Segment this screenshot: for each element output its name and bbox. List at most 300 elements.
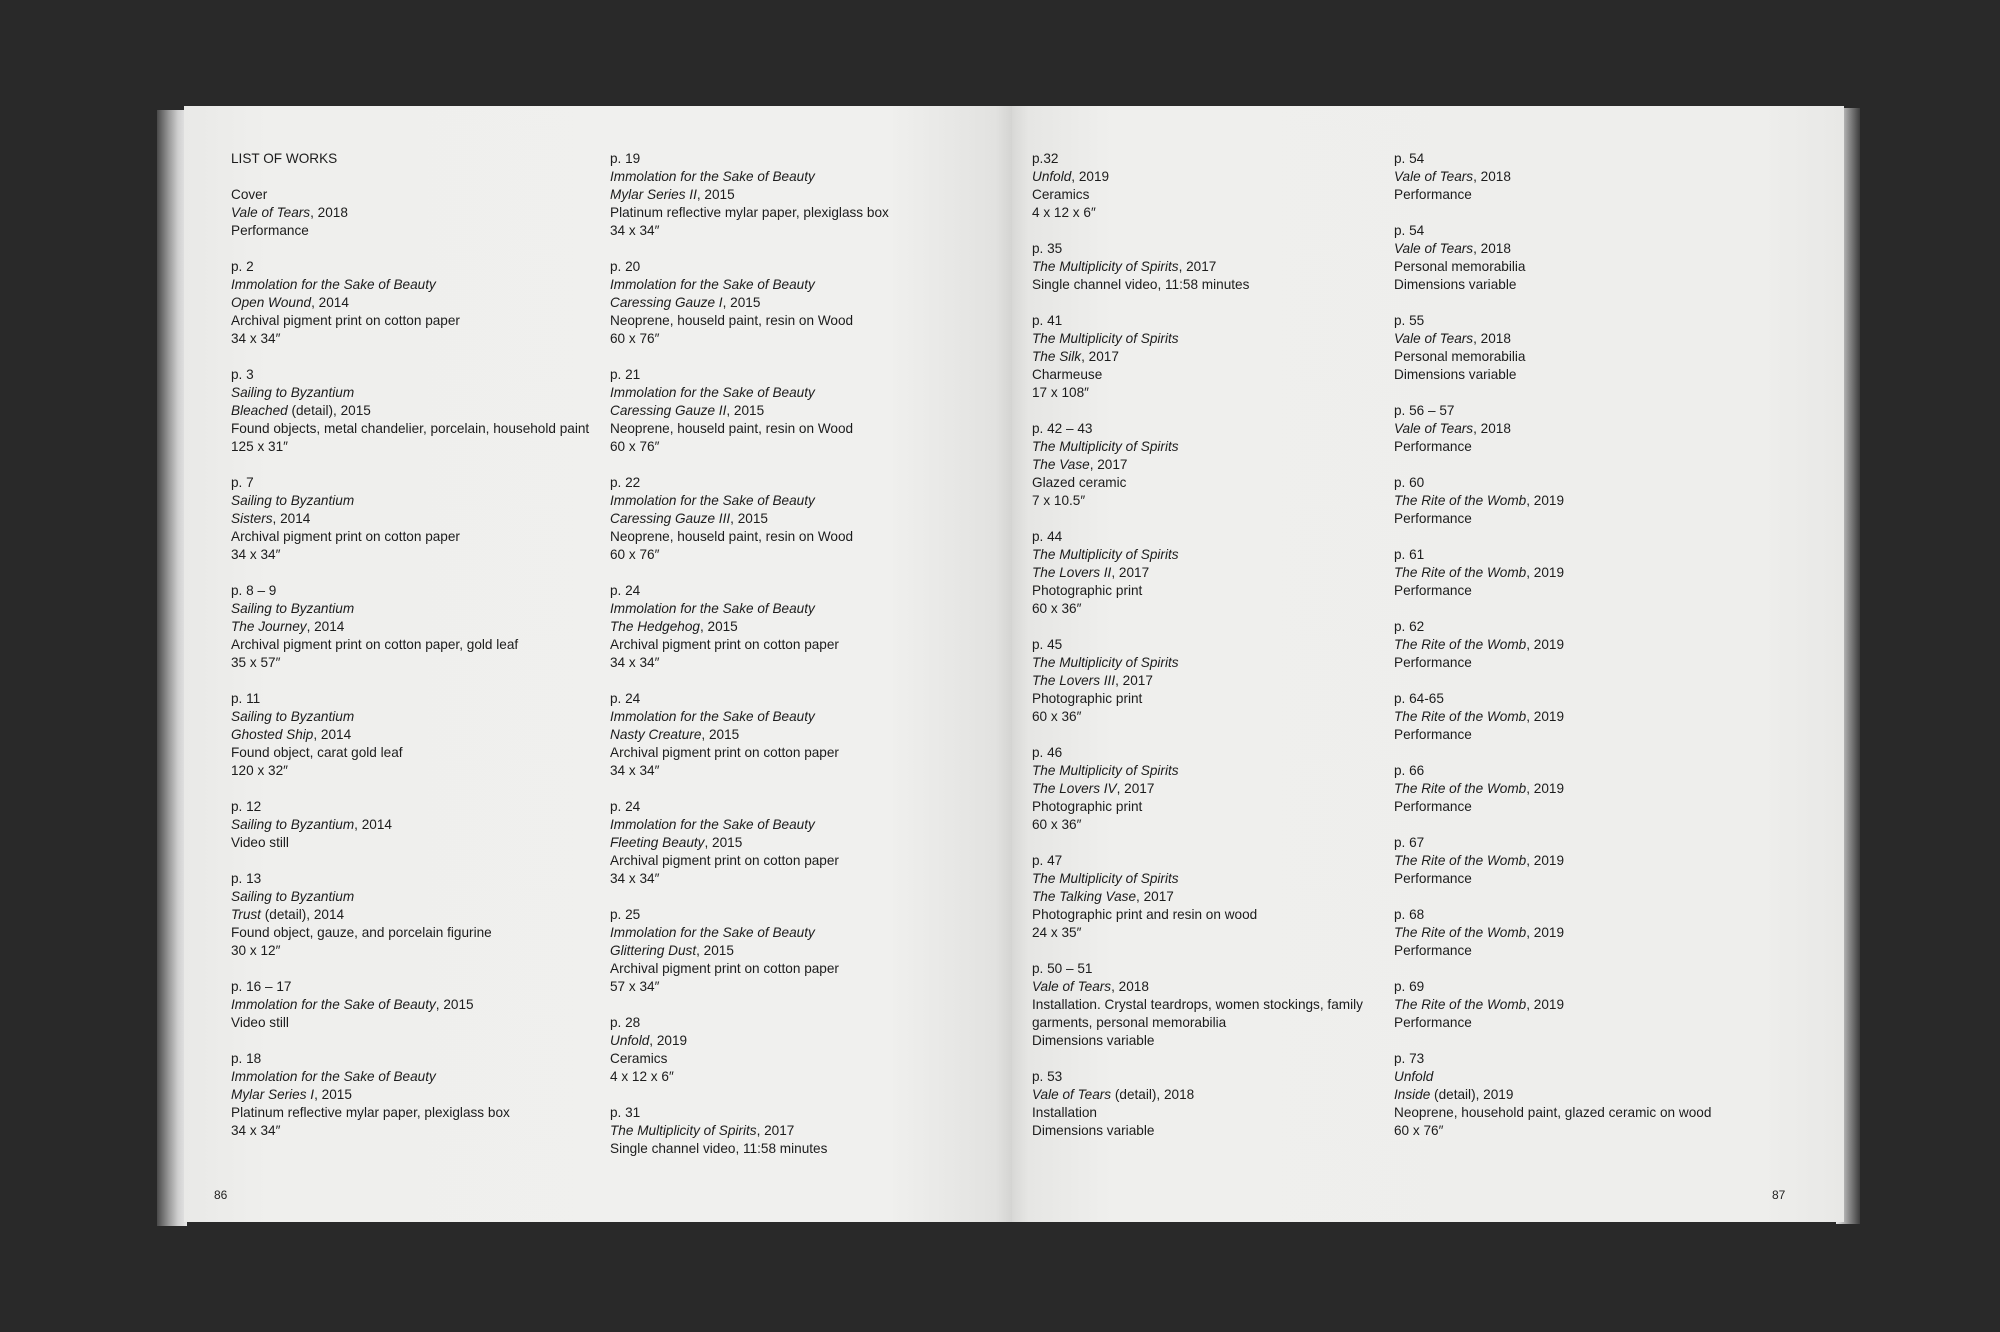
left-page-column-2 [610, 150, 940, 1176]
entry-text: 60 x 76″ [610, 547, 660, 562]
entry-text: 24 x 35″ [1032, 925, 1082, 940]
work-title: The Rite of the Womb [1394, 565, 1527, 580]
entry-text: Archival pigment print on cotton paper [610, 637, 839, 652]
entry-suffix: , 2014 [311, 295, 349, 310]
entry-line [1394, 924, 1764, 942]
work-entry [1032, 150, 1384, 222]
entry-line [1394, 438, 1764, 456]
work-title: Immolation for the Sake of Beauty [610, 601, 815, 616]
entry-text: Dimensions variable [1394, 277, 1517, 292]
entry-text: Neoprene, houseld paint, resin on Wood [610, 529, 854, 544]
list-of-works-heading: LIST OF WORKS [231, 151, 338, 166]
entry-line [610, 942, 940, 960]
work-title: Glittering Dust [610, 943, 697, 958]
entry-line [231, 582, 596, 600]
entry-line [610, 636, 940, 654]
entry-text: Archival pigment print on cotton paper [610, 853, 839, 868]
entry-line [1394, 636, 1764, 654]
work-entry [1394, 618, 1764, 672]
work-title: Vale of Tears [231, 205, 311, 220]
entry-text: 30 x 12″ [231, 943, 281, 958]
entry-text: 17 x 108″ [1032, 385, 1089, 400]
entry-text: p. 45 [1032, 637, 1063, 652]
work-title: Sailing to Byzantium [231, 601, 355, 616]
entry-line [1394, 726, 1764, 744]
entry-line [1032, 384, 1384, 402]
entry-text: 125 x 31″ [231, 439, 288, 454]
work-title: The Multiplicity of Spirits [1032, 871, 1179, 886]
work-title: Sailing to Byzantium [231, 385, 355, 400]
work-entry [1394, 1050, 1764, 1140]
entry-line [610, 834, 940, 852]
entry-line [610, 654, 940, 672]
page-number-left: 86 [214, 1188, 228, 1202]
work-title: The Lovers II [1032, 565, 1112, 580]
entry-line [231, 888, 596, 906]
entry-text: Video still [231, 1015, 289, 1030]
entry-line [1394, 258, 1764, 276]
entry-text: p. 16 – 17 [231, 979, 292, 994]
entry-text: p. 22 [610, 475, 641, 490]
work-title: The Silk [1032, 349, 1082, 364]
work-title: Immolation for the Sake of Beauty [231, 997, 436, 1012]
left-page [184, 106, 1012, 1222]
entry-line [231, 1050, 596, 1068]
entry-text: p. 42 – 43 [1032, 421, 1093, 436]
entry-line [1394, 366, 1764, 384]
work-entry [610, 690, 940, 780]
entry-suffix: , 2017 [1111, 565, 1150, 580]
work-entry [1032, 744, 1384, 834]
entry-text: Performance [1394, 511, 1472, 526]
entry-line [1394, 492, 1764, 510]
entry-line [231, 870, 596, 888]
work-entry [231, 582, 596, 672]
entry-suffix: , 2018 [1473, 331, 1511, 346]
entry-suffix: , 2018 [1473, 169, 1511, 184]
entry-line [1032, 1068, 1384, 1086]
entry-line [1394, 474, 1764, 492]
entry-text: Platinum reflective mylar paper, plexiglass box [610, 205, 889, 220]
entry-line [1394, 1068, 1764, 1086]
entry-line [610, 690, 940, 708]
entry-text: Personal memorabilia [1394, 259, 1526, 274]
entry-text: Archival pigment print on cotton paper [610, 961, 839, 976]
entry-text: 60 x 76″ [1394, 1123, 1444, 1138]
entry-line [610, 186, 940, 204]
work-title: The Hedgehog [610, 619, 700, 634]
entry-text: 60 x 36″ [1032, 817, 1082, 832]
entry-text: p. 21 [610, 367, 641, 382]
entry-text: Installation. Crystal teardrops, women stockings, family garments, personal memorabilia [1032, 997, 1363, 1030]
work-title: Sailing to Byzantium [231, 889, 355, 904]
entry-line [610, 744, 940, 762]
work-title: Immolation for the Sake of Beauty [610, 169, 815, 184]
entry-suffix: (detail), 2015 [287, 403, 371, 418]
entry-line [231, 474, 596, 492]
entry-text: 57 x 34″ [610, 979, 660, 994]
entry-suffix: , 2019 [1526, 709, 1565, 724]
entry-text: Found object, gauze, and porcelain figurine [231, 925, 492, 940]
entry-line [1032, 1032, 1384, 1050]
work-entry [610, 1014, 940, 1086]
entry-suffix: , 2018 [1473, 421, 1511, 436]
entry-text: p. 28 [610, 1015, 641, 1030]
work-title: The Journey [231, 619, 307, 634]
entry-text: p.32 [1032, 151, 1059, 166]
book-spread [150, 100, 1866, 1226]
entry-line [1394, 690, 1764, 708]
entry-suffix: , 2014 [354, 817, 392, 832]
entry-suffix: , 2017 [1081, 349, 1119, 364]
entry-text: p. 56 – 57 [1394, 403, 1455, 418]
work-entry [610, 582, 940, 672]
entry-suffix: , 2014 [272, 511, 311, 526]
entry-line [1032, 960, 1384, 978]
work-entry [1032, 528, 1384, 618]
entry-text: 34 x 34″ [231, 547, 281, 562]
entry-line [610, 906, 940, 924]
work-entry [1394, 546, 1764, 600]
entry-line [1032, 492, 1384, 510]
work-title: Caressing Gauze II [610, 403, 727, 418]
entry-text: p. 46 [1032, 745, 1063, 760]
entry-line [1032, 708, 1384, 726]
work-title: The Rite of the Womb [1394, 853, 1527, 868]
entry-line [231, 906, 596, 924]
work-title: Immolation for the Sake of Beauty [610, 925, 815, 940]
entry-suffix: , 2019 [1526, 781, 1565, 796]
entry-text: p. 66 [1394, 763, 1425, 778]
entry-line [1032, 690, 1384, 708]
entry-line [1394, 942, 1764, 960]
entry-line [1032, 780, 1384, 798]
entry-text: Archival pigment print on cotton paper [231, 529, 460, 544]
entry-line [1394, 852, 1764, 870]
work-title: Sailing to Byzantium [231, 709, 355, 724]
work-entry [610, 258, 940, 348]
entry-text: Dimensions variable [1394, 367, 1517, 382]
entry-line [610, 1032, 940, 1050]
entry-line [1394, 222, 1764, 240]
entry-suffix: , 2019 [649, 1033, 688, 1048]
work-title: Mylar Series II [610, 187, 697, 202]
entry-line [1394, 168, 1764, 186]
entry-line [610, 510, 940, 528]
work-entry [1394, 150, 1764, 204]
entry-line [231, 726, 596, 744]
entry-text: Archival pigment print on cotton paper, gold leaf [231, 637, 519, 652]
entry-text: p. 64-65 [1394, 691, 1444, 706]
entry-suffix: , 2015 [704, 835, 743, 850]
entry-line [610, 258, 940, 276]
entry-text: Performance [1394, 439, 1472, 454]
entry-line [231, 636, 596, 654]
entry-text: p. 68 [1394, 907, 1425, 922]
work-entry [1032, 312, 1384, 402]
entry-suffix: , 2015 [722, 295, 761, 310]
entry-line [1394, 1122, 1764, 1140]
entry-line [1394, 330, 1764, 348]
entry-line [231, 276, 596, 294]
work-title: Caressing Gauze I [610, 295, 723, 310]
work-entry [1394, 906, 1764, 960]
work-entry [231, 690, 596, 780]
work-title: Vale of Tears [1394, 331, 1474, 346]
work-title: The Rite of the Womb [1394, 637, 1527, 652]
entry-line [1032, 924, 1384, 942]
work-title: The Rite of the Womb [1394, 493, 1527, 508]
entry-line [1032, 348, 1384, 366]
entry-text: Charmeuse [1032, 367, 1103, 382]
entry-text: p. 12 [231, 799, 262, 814]
entry-line [1032, 546, 1384, 564]
entry-line [610, 708, 940, 726]
entry-line [610, 978, 940, 996]
entry-text: Performance [1394, 187, 1472, 202]
entry-suffix: , 2018 [1111, 979, 1149, 994]
entry-line [610, 1050, 940, 1068]
entry-text: 60 x 36″ [1032, 601, 1082, 616]
entry-line [1032, 996, 1384, 1032]
work-entry [231, 258, 596, 348]
entry-line [610, 420, 940, 438]
entry-line [231, 402, 596, 420]
entry-suffix: , 2019 [1526, 637, 1565, 652]
entry-line [610, 852, 940, 870]
work-title: Sisters [231, 511, 273, 526]
entry-text: Video still [231, 835, 289, 850]
entry-line [1032, 906, 1384, 924]
entry-text: Ceramics [610, 1051, 668, 1066]
entry-text: p. 35 [1032, 241, 1063, 256]
work-entry [1394, 312, 1764, 384]
work-title: The Lovers III [1032, 673, 1116, 688]
entry-line [1032, 1086, 1384, 1104]
entry-text: p. 24 [610, 799, 641, 814]
entry-line [1394, 150, 1764, 168]
work-title: Nasty Creature [610, 727, 702, 742]
entry-text: Neoprene, houseld paint, resin on Wood [610, 313, 854, 328]
entry-text: 34 x 34″ [610, 871, 660, 886]
work-title: The Rite of the Womb [1394, 925, 1527, 940]
work-title: Open Wound [231, 295, 312, 310]
work-title: The Multiplicity of Spirits [1032, 763, 1179, 778]
entry-text: p. 24 [610, 691, 641, 706]
entry-text: Personal memorabilia [1394, 349, 1526, 364]
entry-line [1394, 762, 1764, 780]
entry-suffix: , 2015 [730, 511, 768, 526]
work-entry [1032, 852, 1384, 942]
entry-text: 120 x 32″ [231, 763, 288, 778]
entry-text: p. 54 [1394, 151, 1425, 166]
work-entry [1394, 834, 1764, 888]
entry-text: 60 x 76″ [610, 331, 660, 346]
entry-text: p. 55 [1394, 313, 1425, 328]
work-title: Immolation for the Sake of Beauty [610, 385, 815, 400]
entry-line [1032, 204, 1384, 222]
entry-text: Photographic print and resin on wood [1032, 907, 1258, 922]
entry-line [610, 402, 940, 420]
entry-line [231, 330, 596, 348]
entry-suffix: , 2019 [1526, 925, 1565, 940]
entry-line [1032, 312, 1384, 330]
entry-text: Performance [1394, 799, 1472, 814]
entry-line [231, 798, 596, 816]
work-title: Immolation for the Sake of Beauty [610, 493, 815, 508]
work-title: The Multiplicity of Spirits [610, 1123, 757, 1138]
entry-line [1394, 564, 1764, 582]
work-title: The Multiplicity of Spirits [1032, 655, 1179, 670]
work-title: Bleached [231, 403, 288, 418]
entry-text: p. 11 [231, 691, 261, 706]
entry-line [1394, 906, 1764, 924]
entry-line [1032, 276, 1384, 294]
entry-line [1394, 654, 1764, 672]
entry-suffix: (detail), 2019 [1430, 1087, 1514, 1102]
entry-text: Dimensions variable [1032, 1123, 1155, 1138]
work-title: Inside [1394, 1087, 1431, 1102]
entry-text: Found objects, metal chandelier, porcelain, household paint [231, 421, 590, 436]
entry-line [610, 618, 940, 636]
entry-text: p. 20 [610, 259, 641, 274]
entry-suffix: , 2015 [726, 403, 765, 418]
entry-line [610, 474, 940, 492]
work-title: The Rite of the Womb [1394, 997, 1527, 1012]
entry-line [231, 312, 596, 330]
entry-line [1032, 366, 1384, 384]
entry-line [610, 438, 940, 456]
entry-text: Platinum reflective mylar paper, plexiglass box [231, 1105, 510, 1120]
entry-line [231, 546, 596, 564]
entry-line [610, 924, 940, 942]
work-title: Caressing Gauze III [610, 511, 731, 526]
entry-text: p. 18 [231, 1051, 262, 1066]
entry-text: 60 x 36″ [1032, 709, 1082, 724]
entry-suffix: , 2017 [756, 1123, 795, 1138]
entry-line [1394, 312, 1764, 330]
entry-line [610, 600, 940, 618]
entry-suffix: , 2014 [306, 619, 345, 634]
entry-text: 7 x 10.5″ [1032, 493, 1086, 508]
entry-text: Performance [1394, 943, 1472, 958]
entry-text: Installation [1032, 1105, 1097, 1120]
entry-text: 4 x 12 x 6″ [610, 1069, 674, 1084]
entry-line [1032, 852, 1384, 870]
entry-line [1394, 834, 1764, 852]
entry-text: p. 44 [1032, 529, 1063, 544]
entry-text: p. 8 – 9 [231, 583, 277, 598]
entry-text: p. 41 [1032, 313, 1063, 328]
entry-line [610, 366, 940, 384]
work-title: Vale of Tears [1394, 421, 1474, 436]
entry-line [1394, 186, 1764, 204]
entry-line [610, 492, 940, 510]
work-title: Immolation for the Sake of Beauty [231, 277, 436, 292]
entry-line [231, 1068, 596, 1086]
entry-text: Performance [1394, 655, 1472, 670]
entry-line [231, 816, 596, 834]
work-entry [1394, 222, 1764, 294]
entry-line [1394, 978, 1764, 996]
entry-line [231, 492, 596, 510]
entry-line [610, 1014, 940, 1032]
entry-line [610, 960, 940, 978]
entry-line [231, 1014, 596, 1032]
entry-text: p. 62 [1394, 619, 1425, 634]
work-entry [1394, 978, 1764, 1032]
entry-line [231, 618, 596, 636]
entry-line [610, 1104, 940, 1122]
work-entry [610, 906, 940, 996]
entry-text: Performance [1394, 583, 1472, 598]
entry-line [610, 798, 940, 816]
entry-text: p. 69 [1394, 979, 1425, 994]
entry-line [231, 528, 596, 546]
entry-line [1394, 276, 1764, 294]
entry-line [610, 168, 940, 186]
entry-text: p. 24 [610, 583, 641, 598]
work-title: The Multiplicity of Spirits [1032, 259, 1179, 274]
work-title: Sailing to Byzantium [231, 493, 355, 508]
entry-line [610, 1122, 940, 1140]
entry-line [610, 204, 940, 222]
entry-line [1394, 780, 1764, 798]
work-entry [231, 1050, 596, 1140]
entry-line [231, 384, 596, 402]
entry-line [231, 600, 596, 618]
entry-suffix: , 2017 [1116, 781, 1155, 796]
entry-line [231, 1086, 596, 1104]
entry-suffix: , 2015 [699, 619, 738, 634]
entry-suffix: , 2019 [1071, 169, 1110, 184]
entry-line [231, 654, 596, 672]
entry-text: p. 2 [231, 259, 254, 274]
entry-line [231, 942, 596, 960]
entry-line [1032, 474, 1384, 492]
entry-text: Cover [231, 187, 268, 202]
work-title: The Talking Vase [1032, 889, 1137, 904]
entry-text: p. 67 [1394, 835, 1425, 850]
work-entry [231, 870, 596, 960]
entry-text: p. 19 [610, 151, 641, 166]
work-entry [231, 474, 596, 564]
entry-text: Archival pigment print on cotton paper [610, 745, 839, 760]
entry-text: Performance [1394, 871, 1472, 886]
entry-line [231, 690, 596, 708]
work-title: Fleeting Beauty [610, 835, 705, 850]
entry-line [1032, 240, 1384, 258]
entry-line [1032, 582, 1384, 600]
entry-suffix: , 2017 [1089, 457, 1128, 472]
work-title: Vale of Tears [1394, 241, 1474, 256]
entry-line [231, 510, 596, 528]
entry-text: p. 54 [1394, 223, 1425, 238]
work-entry [1032, 420, 1384, 510]
entry-line [1032, 816, 1384, 834]
entry-line [1032, 672, 1384, 690]
entry-line [1394, 348, 1764, 366]
entry-text: p. 61 [1394, 547, 1425, 562]
work-title: Sailing to Byzantium [231, 817, 355, 832]
work-entry [610, 474, 940, 564]
right-page-column-1 [1032, 150, 1384, 1158]
entry-text: p. 50 – 51 [1032, 961, 1093, 976]
entry-line [1032, 636, 1384, 654]
entry-line [231, 834, 596, 852]
work-entry [231, 798, 596, 852]
entry-line [231, 1122, 596, 1140]
